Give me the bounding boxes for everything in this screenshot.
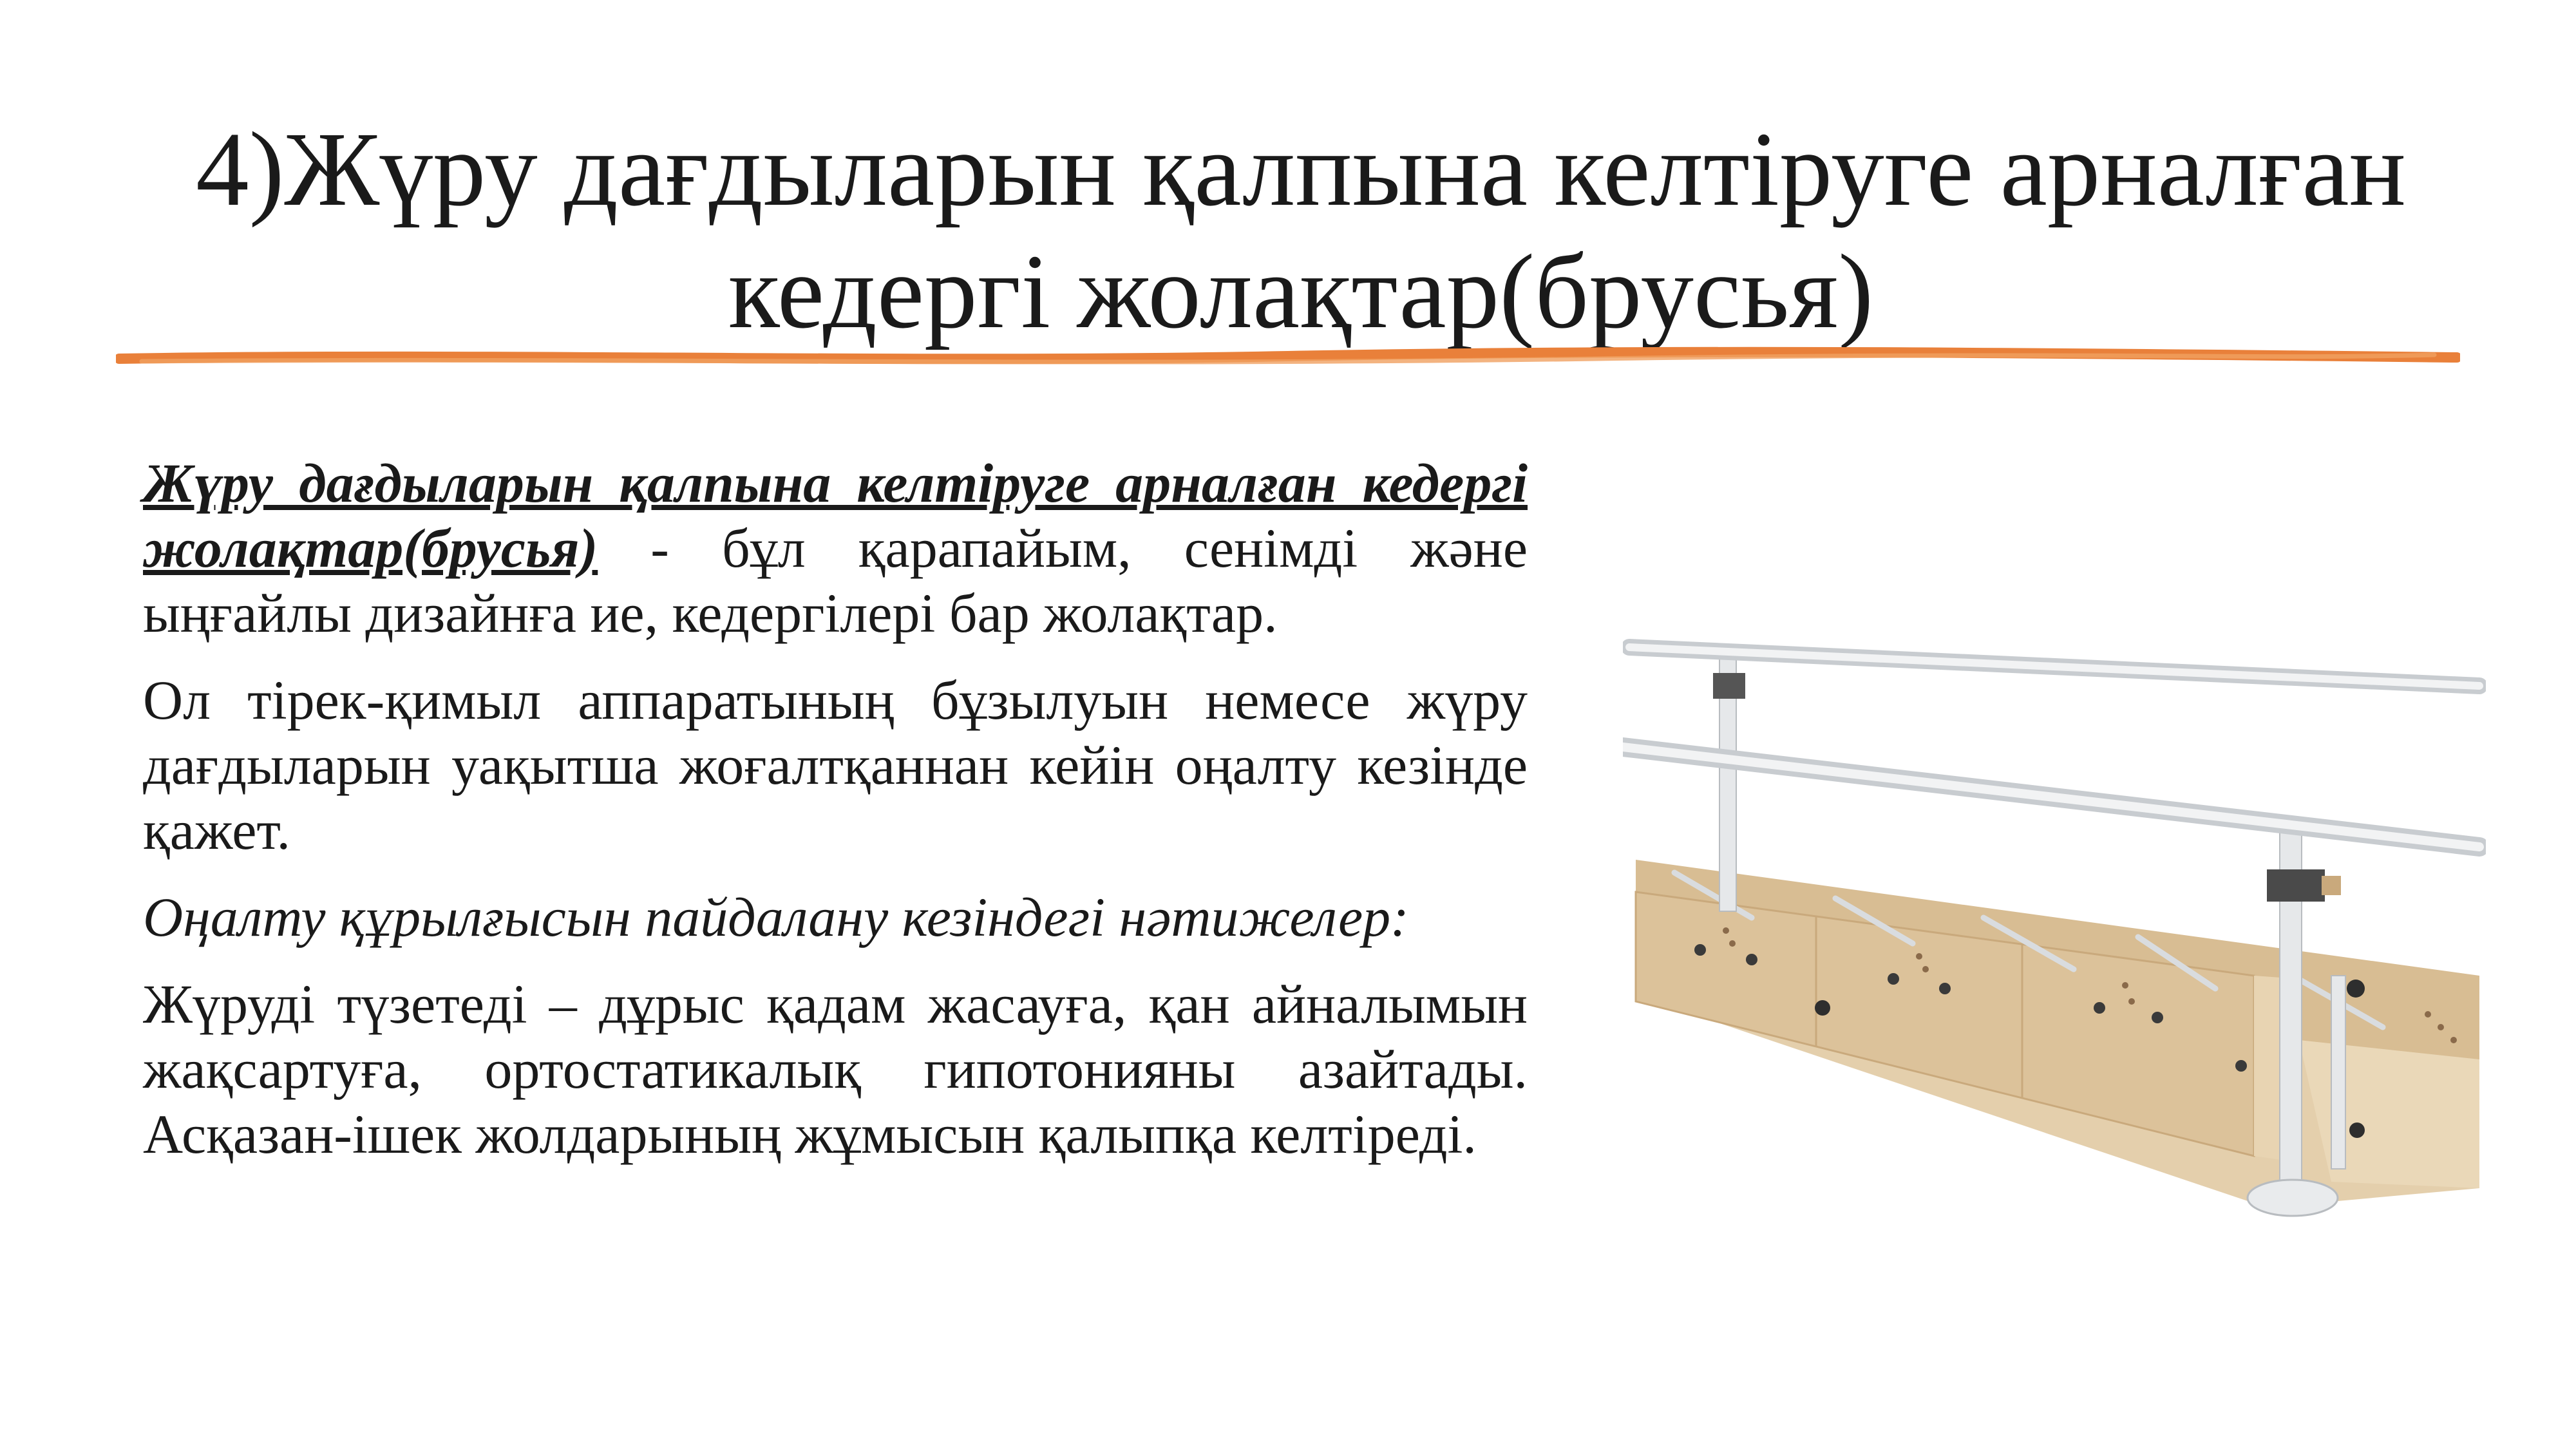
- title-underline-stroke: [116, 345, 2460, 370]
- slide-title: [103, 108, 2499, 353]
- paragraph-purpose: Ол тірек-қимыл аппаратының бұзылуын немесе жүру дағдыларын уақытша жоғалтқаннан кейін оңалту кезінде қажет.: [143, 669, 1528, 861]
- body-text: [143, 451, 1528, 1189]
- definition-term: Жүру дағдыларын қалпына келтіруге арналған кедергі жолақтар(брусья): [143, 452, 1528, 579]
- parallel-bars-photo: [1623, 615, 2486, 1243]
- slide-title-line1: 4)Жүру дағдыларын қалпына келтіруге арналған: [196, 110, 2406, 228]
- paragraph-results-heading: Оңалту құрылғысын пайдалану кезіндегі нәтижелер:: [143, 886, 1409, 948]
- paragraph-results: Жүруді түзетеді – дұрыс қадам жасауға, қан айналымын жақсартуға, ортостатикалық гипотонияны азайтады. Асқазан-ішек жолдарының жұмысын қалыпқа келтіреді.: [143, 973, 1528, 1165]
- slide-title-line2: кедергі жолақтар(брусья): [728, 232, 1874, 350]
- definition-text: - бұл қарапайым, сенімді және ыңғайлы дизайнға ие, кедергілері бар жолақтар.: [143, 517, 1528, 644]
- paragraph-definition: [143, 451, 1528, 646]
